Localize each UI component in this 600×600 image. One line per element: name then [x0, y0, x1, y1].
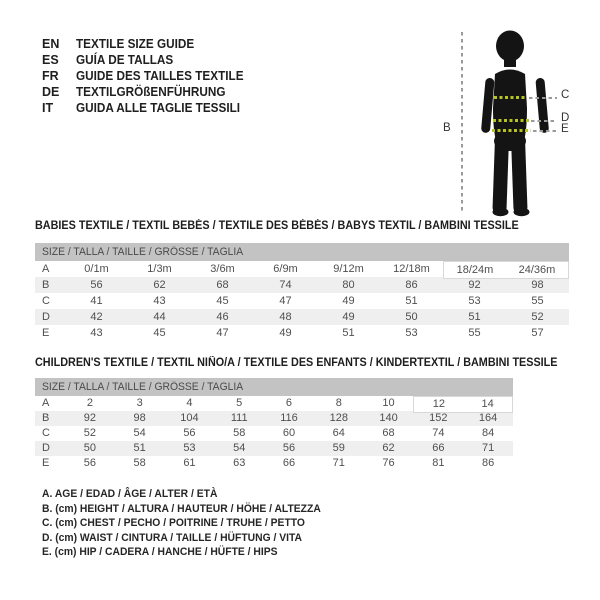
table-cell: 98	[531, 279, 544, 291]
lang-code: DE	[42, 85, 60, 99]
table-cell: 57	[531, 327, 544, 339]
legend-line-a: A. AGE / EDAD / ÂGE / ALTER / ETÀ	[42, 488, 218, 500]
table-cell: 81	[432, 457, 445, 469]
waist-measure-dashed-line	[493, 119, 529, 122]
table-cell: 46	[216, 311, 229, 323]
table-cell: 3/6m	[210, 263, 235, 275]
table-cell: 6	[285, 397, 293, 409]
row-label: A	[42, 263, 50, 275]
row-label: C	[42, 427, 50, 439]
table-cell: 111	[230, 412, 248, 424]
table-cell: 55	[531, 295, 544, 307]
table-cell: 51	[342, 327, 355, 339]
legend-line-e: E. (cm) HIP / CADERA / HANCHE / HÜFTE / HIPS	[42, 546, 278, 558]
table-row-e	[35, 325, 569, 341]
table-cell: 61	[183, 457, 196, 469]
table-row-c	[35, 293, 569, 309]
lang-title: GUIDE DES TAILLES TEXTILE	[76, 69, 244, 83]
table-cell: 92	[83, 412, 96, 424]
table-cell: 6/9m	[273, 263, 298, 275]
lang-row-de	[42, 84, 254, 100]
table-cell: 62	[382, 442, 395, 454]
table-cell: 58	[233, 427, 246, 439]
table-cell: 80	[342, 279, 355, 291]
table-header-bar: SIZE / TALLA / TAILLE / GRÖSSE / TAGLIA	[35, 378, 513, 396]
table-cell: 5	[236, 397, 243, 409]
lang-row-it	[42, 100, 254, 116]
table-row-c	[35, 426, 513, 441]
table-cell: 71	[332, 457, 345, 469]
language-guide-list	[42, 36, 254, 116]
hip-measure-dashed-line	[492, 129, 531, 132]
row-label: C	[42, 295, 50, 307]
table-cell: 56	[282, 442, 296, 454]
table-cell: 164	[478, 412, 498, 424]
table-cell: 84	[481, 427, 495, 439]
table-header-bar: SIZE / TALLA / TAILLE / GRÖSSE / TAGLIA	[35, 243, 569, 261]
lang-row-es	[42, 52, 254, 68]
table-cell: 59	[332, 442, 345, 454]
table-cell: 52	[83, 427, 96, 439]
table-cell: 49	[342, 295, 355, 307]
table-cell: 51	[405, 295, 418, 307]
children-size-table	[35, 378, 513, 471]
table-cell: 45	[153, 327, 166, 339]
table-cell: 128	[329, 412, 348, 424]
table-cell: 63	[233, 457, 246, 469]
lang-row-fr	[42, 68, 254, 84]
table-cell: 9/12m	[333, 263, 364, 275]
table-cell: 41	[90, 295, 103, 307]
babies-size-table	[35, 243, 569, 341]
row-label: D	[42, 442, 50, 454]
table-cell: 1/3m	[147, 263, 172, 275]
table-cell: 53	[405, 327, 418, 339]
table-cell: 71	[481, 442, 495, 454]
table-row-a	[35, 396, 513, 411]
table-cell: 12	[413, 396, 463, 413]
table-cell: 43	[153, 295, 166, 307]
table-cell: 104	[180, 412, 199, 424]
table-cell: 53	[183, 442, 196, 454]
measurement-legend	[42, 487, 339, 560]
table-cell: 14	[463, 396, 513, 413]
table-row-b	[35, 411, 513, 426]
table-cell: 74	[432, 427, 445, 439]
table-cell: 68	[382, 427, 395, 439]
table-cell: 45	[216, 295, 229, 307]
table-cell: 24/36m	[506, 261, 569, 279]
table-cell: 50	[405, 311, 418, 323]
table-row-d	[35, 309, 569, 325]
table-cell: 140	[379, 412, 398, 424]
lang-title: GUÍA DE TALLAS	[76, 53, 174, 67]
height-measure-dashed-line	[461, 32, 463, 214]
lang-title: TEXTILE SIZE GUIDE	[76, 37, 195, 51]
row-label: B	[42, 412, 50, 424]
table-row-e	[35, 456, 513, 471]
babies-table-title: BABIES TEXTILE / TEXTIL BEBÉS / TEXTILE DES BÉBÉS / BABYS TEXTIL / BAMBINI TESSILE	[35, 220, 519, 232]
table-cell: 0/1m	[84, 263, 109, 275]
table-cell: 47	[279, 295, 292, 307]
measure-label-d: D	[561, 112, 570, 124]
table-cell: 18/24m	[443, 261, 506, 279]
table-cell: 3	[136, 397, 143, 409]
lang-title: TEXTILGRÖßENFÜHRUNG	[76, 85, 226, 99]
lang-code: IT	[42, 101, 54, 115]
table-cell: 51	[133, 442, 146, 454]
lang-code: EN	[42, 37, 60, 51]
chest-guide-dashed-line	[529, 97, 557, 99]
table-row-b	[35, 277, 569, 293]
table-cell: 8	[335, 397, 342, 409]
measure-label-e: E	[561, 123, 569, 135]
table-row-a	[35, 261, 569, 277]
table-cell: 66	[282, 457, 296, 469]
legend-line-d: D. (cm) WAIST / CINTURA / TAILLE / HÜFTUNG / VITA	[42, 531, 303, 544]
table-cell: 56	[83, 457, 96, 469]
lang-code: ES	[42, 53, 59, 67]
child-silhouette-icon	[478, 28, 552, 218]
measure-label-b: B	[443, 122, 451, 134]
measure-label-c: C	[561, 89, 570, 101]
row-label: B	[42, 279, 50, 291]
table-cell: 52	[531, 311, 544, 323]
table-cell: 55	[468, 327, 481, 339]
lang-row-en	[42, 36, 254, 52]
hip-guide-dashed-line	[533, 130, 557, 132]
children-table-title: CHILDREN'S TEXTILE / TEXTIL NIÑO/A / TEXTILE DES ENFANTS / KINDERTEXTIL / BAMBINI TESSILE	[35, 357, 558, 369]
waist-guide-dashed-line	[531, 120, 557, 122]
lang-code: FR	[42, 69, 59, 83]
table-cell: 86	[405, 279, 418, 291]
table-cell: 48	[279, 311, 292, 323]
table-cell: 64	[332, 427, 345, 439]
table-cell: 74	[279, 279, 292, 291]
table-cell: 116	[280, 412, 298, 424]
table-cell: 92	[468, 279, 481, 291]
table-cell: 86	[481, 457, 495, 469]
chest-measure-dashed-line	[494, 96, 527, 99]
table-cell: 12/18m	[393, 263, 430, 275]
table-cell: 10	[382, 397, 395, 409]
legend-line-c: C. (cm) CHEST / PECHO / POITRINE / TRUHE / PETTO	[42, 517, 305, 529]
table-cell: 56	[183, 427, 196, 439]
lang-title: GUIDA ALLE TAGLIE TESSILI	[76, 101, 241, 115]
table-cell: 51	[468, 311, 481, 323]
table-cell: 44	[153, 311, 166, 323]
legend-line-b: B. (cm) HEIGHT / ALTURA / HAUTEUR / HÖHE / ALTEZZA	[42, 502, 321, 515]
table-cell: 2	[86, 397, 93, 409]
table-cell: 60	[282, 427, 296, 439]
table-cell: 54	[233, 442, 246, 454]
table-body	[35, 261, 569, 341]
table-body	[35, 396, 513, 471]
table-cell: 68	[216, 279, 229, 291]
table-cell: 42	[90, 311, 103, 323]
row-label: D	[42, 311, 50, 323]
table-cell: 66	[432, 442, 445, 454]
table-cell: 4	[186, 397, 193, 409]
table-cell: 47	[216, 327, 229, 339]
table-cell: 56	[90, 279, 103, 291]
table-row-d	[35, 441, 513, 456]
table-cell: 152	[429, 412, 448, 424]
table-cell: 58	[133, 457, 146, 469]
table-cell: 50	[83, 442, 96, 454]
row-label: E	[42, 327, 50, 339]
table-cell: 53	[468, 295, 481, 307]
row-label: A	[42, 397, 50, 409]
table-cell: 43	[90, 327, 103, 339]
table-cell: 49	[342, 311, 355, 323]
table-cell: 62	[153, 279, 166, 291]
table-cell: 54	[133, 427, 146, 439]
table-cell: 76	[382, 457, 395, 469]
table-cell: 49	[279, 327, 292, 339]
table-cell: 98	[133, 412, 146, 424]
row-label: E	[42, 457, 50, 469]
